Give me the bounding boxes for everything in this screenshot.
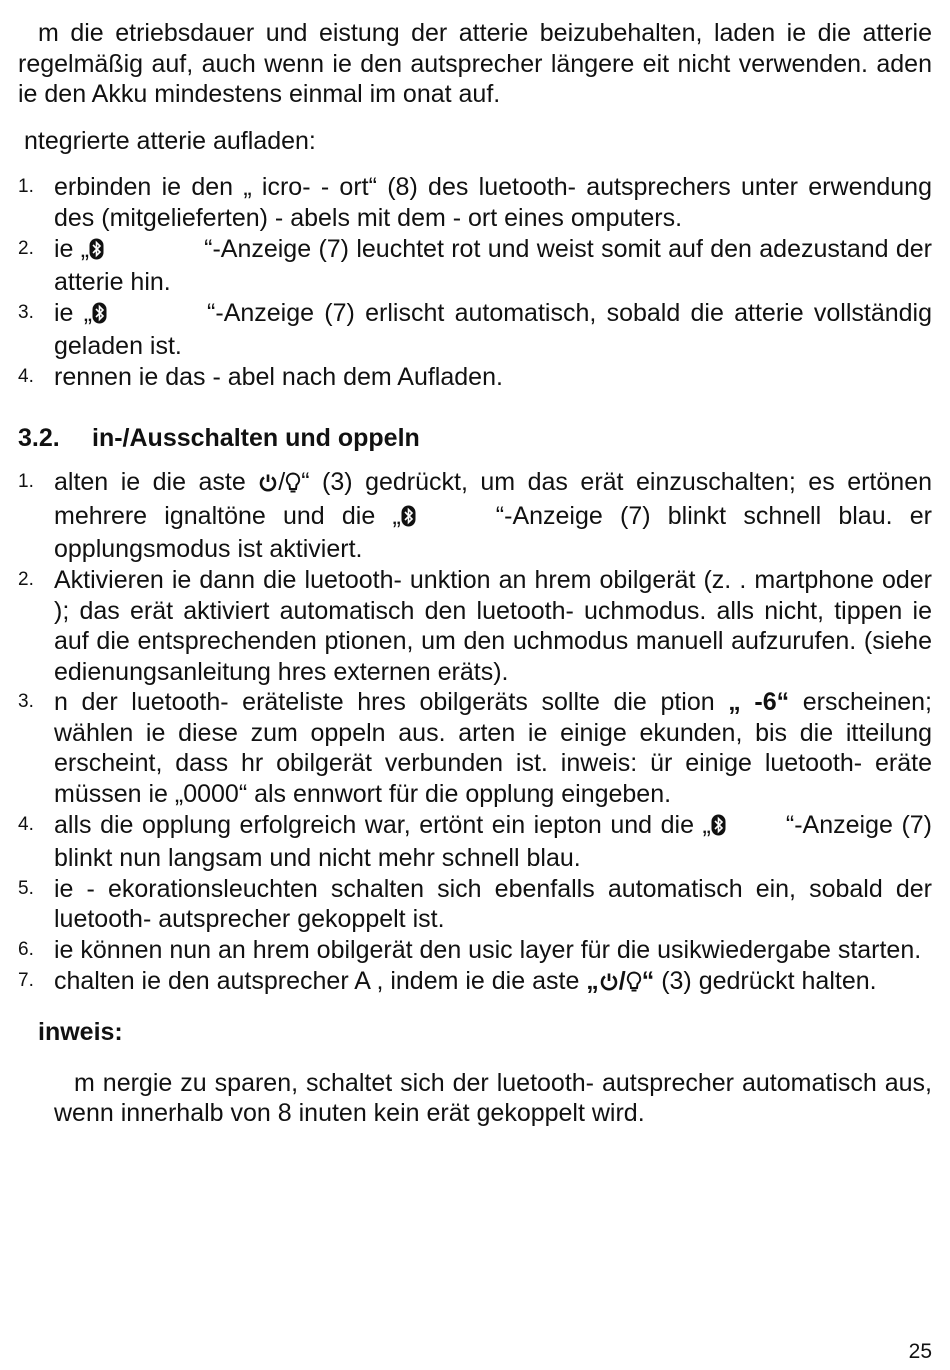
charge-subheading: ntegrierte atterie aufladen:: [24, 126, 316, 155]
step-text-b: “ (3) gedrückt, um das erät einzuschalten; es ertönen mehrere ignaltöne und die „: [54, 468, 932, 530]
list-item: [18, 966, 932, 1000]
step-number: 5.: [18, 877, 34, 899]
step-text-pre: ie „: [54, 234, 90, 263]
step-text-post: “-Anzeige (7) leuchtet rot und weist somit auf den adezustand der atterie hin.: [54, 234, 932, 297]
section-heading: [18, 423, 932, 454]
list-item: [18, 298, 932, 362]
list-item: 1. alten ie die aste / “ (3) gedrückt, um das erät einzuschalten; es ertönen mehrere ignaltöne und die „ “-Anzeige (7) blinkt schnell blau. er opplungsmodus ist aktiviert.: [18, 468, 932, 564]
step-text: rennen ie das - abel nach dem Aufladen.: [54, 362, 503, 391]
note-text: m nergie zu sparen, schaltet sich der luetooth- autsprecher automatisch aus, wenn innerhalb von 8 inuten kein erät gekoppelt wird.: [54, 1068, 932, 1128]
step-text-a: alls die opplung erfolgreich war, ertönt ein iepton und die „: [54, 810, 711, 839]
device-name: „ -6“: [728, 688, 790, 717]
step-number: 2.: [18, 237, 34, 259]
step-text-b: “-Anzeige (7) blinkt nun langsam und nicht mehr schnell blau.: [54, 810, 933, 873]
step-number: 7.: [18, 969, 34, 991]
list-item: [18, 172, 932, 233]
step-number: 6.: [18, 939, 34, 961]
step-text-pre: ie „: [54, 298, 93, 327]
bluetooth-icon: [89, 237, 104, 268]
step-number: 3.: [18, 691, 34, 713]
step-number: 1.: [18, 176, 34, 198]
bluetooth-icon: [92, 301, 107, 332]
page-content: [18, 18, 932, 1129]
step-text-a: alten ie die aste: [54, 468, 259, 497]
step-text-a: n der luetooth- eräteliste hres obilgeräts sollte die ption: [54, 688, 729, 717]
button-label-bold: „ / “: [586, 967, 654, 995]
page-number: 25: [908, 1340, 932, 1364]
list-item: [18, 687, 932, 809]
step-number: 4.: [18, 365, 34, 387]
step-text: ie - ekorationsleuchten schalten sich ebenfalls automatisch ein, sobald der luetooth- autsprecher gekoppelt ist.: [54, 874, 932, 934]
step-text: ie können nun an hrem obilgerät den usic layer für die usikwiedergabe starten.: [54, 936, 922, 965]
list-item: [18, 874, 932, 935]
power-icon: [599, 969, 619, 1000]
list-item: [18, 810, 932, 874]
step-number: 4.: [18, 813, 34, 835]
step-text: Aktivieren ie dann die luetooth- unktion an hrem obilgerät (z. . martphone oder ); das erät aktiviert automatisch den luetooth- uchmodus. alls nicht, tippen ie auf die entsprechenden ptionen, um den uchmodus manuell aufzurufen. (siehe edienungsanleitung hres externen eräts).: [54, 565, 932, 686]
step-text-post: “-Anzeige (7) erlischt automatisch, sobald die atterie vollständig geladen ist.: [54, 298, 932, 361]
list-item: [18, 362, 932, 393]
charge-steps-list: [18, 172, 932, 392]
intro-paragraph: m die etriebsdauer und eistung der atterie beizubehalten, laden ie die atterie regelmäßig auf, auch wenn ie den autsprecher längere eit nicht verwenden. aden ie den Akku mindestens einmal im onat auf.: [18, 19, 932, 109]
step-number: 3.: [18, 301, 34, 323]
bluetooth-icon: [711, 813, 726, 844]
step-text-b: (3) gedrückt halten.: [654, 966, 877, 995]
step-text-a: chalten ie den autsprecher A , indem ie die aste: [54, 966, 587, 995]
lightbulb-icon: [285, 470, 301, 501]
section-title: in-/Ausschalten und oppeln: [92, 423, 420, 452]
step-number: 2.: [18, 568, 34, 590]
section-number: 3.2.: [18, 423, 60, 452]
step-number: 1.: [18, 471, 34, 493]
note-heading: inweis:: [38, 1018, 123, 1047]
bluetooth-icon: [401, 504, 416, 535]
list-item: [18, 234, 932, 298]
lightbulb-icon: [626, 969, 642, 1000]
step-text: erbinden ie den „ icro- - ort“ (8) des luetooth- autsprechers unter erwendung des (mitgelieferten) - abels mit dem - ort eines omputers.: [54, 173, 932, 232]
pairing-steps-list: [18, 467, 932, 999]
step-text-c: “-Anzeige (7) blinkt schnell blau. er opplungsmodus ist aktiviert.: [54, 501, 932, 564]
list-item: [18, 565, 932, 687]
list-item: [18, 935, 932, 966]
step-text-b: erscheinen; wählen ie diese zum oppeln aus. arten ie einige ekunden, bis die itteilung erscheint, dass hr obilgerät verbunden ist. inweis: ür einige luetooth- eräte müssen ie „0000“ als ennwort für die opplung eingeben.: [54, 688, 933, 809]
power-icon: [258, 470, 278, 501]
